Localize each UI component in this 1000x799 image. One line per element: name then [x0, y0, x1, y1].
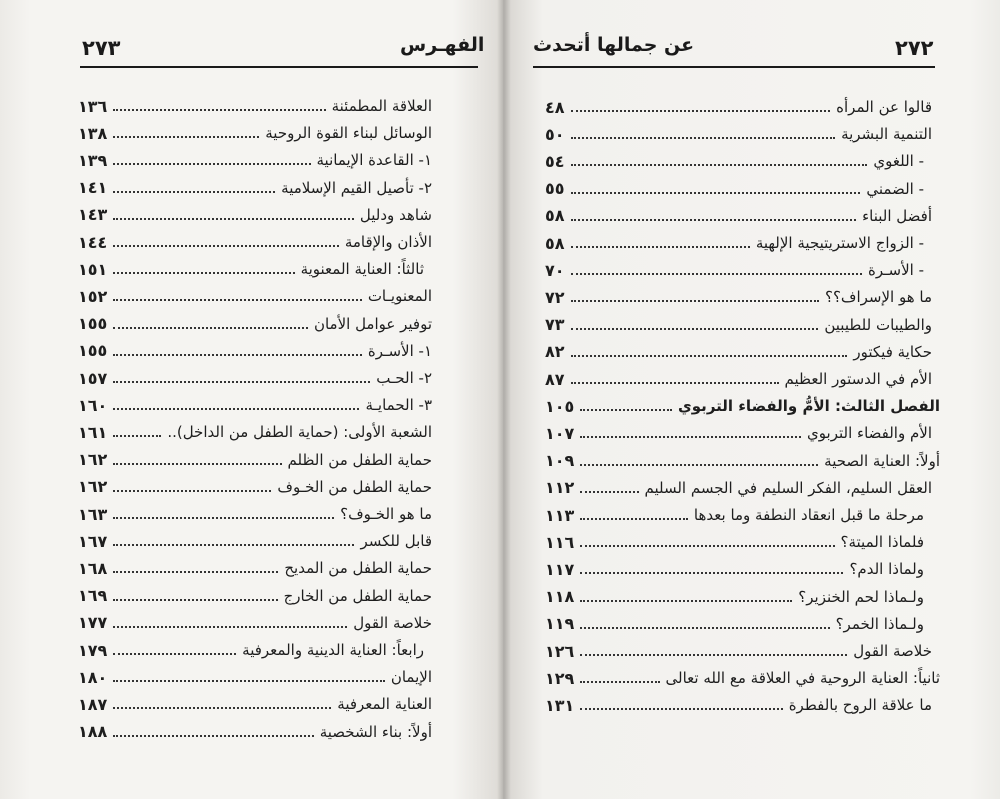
- toc-entry-title: الأم في الدستور العظيم: [784, 370, 932, 388]
- toc-entry-page: ٥٥: [545, 179, 565, 199]
- dot-leader: [113, 735, 313, 737]
- toc-entry: [78, 230, 432, 254]
- dot-leader: [580, 545, 834, 547]
- dot-leader: [113, 136, 259, 138]
- dot-leader: [113, 707, 331, 709]
- toc-entry: [545, 149, 924, 173]
- toc-entry-page: ١٠٧: [545, 423, 575, 443]
- toc-entry-page: ١٥٥: [78, 341, 108, 361]
- toc-entry-title: - الزواج الاستريتيجية الإلهية: [755, 234, 924, 252]
- toc-entry: [78, 420, 432, 444]
- toc-entry-page: ١١٢: [545, 478, 575, 498]
- toc-entry-title: التنمية البشرية: [841, 125, 932, 144]
- toc-entry-page: ١٨٨: [78, 722, 108, 742]
- toc-entry-page: ١٣١: [545, 695, 575, 715]
- toc-entry-title: ٢- تأصيل القيم الإسلامية: [281, 178, 432, 197]
- toc-entry-page: ١١٨: [545, 587, 575, 607]
- toc-entry-title: الأذان والإقامة: [344, 233, 432, 251]
- toc-entry: [78, 94, 432, 118]
- toc-entry: [545, 503, 924, 527]
- toc-entry-page: ١١٦: [545, 532, 575, 552]
- toc-entry: [545, 421, 932, 445]
- toc-entry: [78, 638, 424, 662]
- toc-entry-page: ١١٧: [545, 559, 575, 579]
- toc-entry-page: ١٢٩: [545, 668, 575, 688]
- toc-entry: [78, 584, 432, 608]
- dot-leader: [113, 327, 308, 329]
- toc-entry-title: توفير عوامل الأمان: [313, 314, 432, 333]
- toc-entry: [545, 557, 924, 581]
- dot-leader: [113, 408, 359, 410]
- dot-leader: [580, 681, 659, 683]
- toc-entry-title: حماية الطفل من الخـوف: [277, 477, 432, 496]
- toc-entry-page: ٥٠: [545, 124, 565, 144]
- dot-leader: [113, 381, 370, 383]
- toc-entry-page: ٧٣: [545, 315, 565, 335]
- toc-entry-page: ٨٢: [545, 342, 565, 362]
- toc-entry-page: ١٦٢: [78, 450, 108, 470]
- dot-leader: [571, 300, 819, 302]
- dot-leader: [580, 491, 638, 493]
- toc-entry: [78, 148, 432, 172]
- toc-entry-title: ثالثاً: العناية المعنوية: [300, 260, 424, 279]
- toc-entry-page: ١٣٩: [78, 150, 108, 170]
- toc-entry-title: العلاقة المطمئنة: [331, 97, 432, 115]
- toc-entry: [545, 258, 924, 282]
- toc-entry-title: ولـماذا الخمر؟: [835, 614, 924, 633]
- toc-entry: [78, 529, 432, 553]
- toc-entry-page: ١٢٦: [545, 641, 575, 661]
- dot-leader: [113, 163, 310, 165]
- toc-entry-page: ١٦٨: [78, 558, 108, 578]
- toc-entry: [78, 475, 432, 499]
- toc-entry: [545, 95, 932, 119]
- toc-entry-title: أولاً: العناية الصحية: [824, 451, 940, 470]
- dot-leader: [580, 409, 672, 411]
- toc-entry-page: ١٣٦: [78, 96, 108, 116]
- toc-entry: [545, 639, 932, 663]
- toc-entry-title: ٢- الحـب: [376, 369, 432, 387]
- toc-entry-title: ١- القاعدة الإيمانية: [316, 151, 432, 170]
- toc-entry: [78, 502, 432, 526]
- dot-leader: [571, 355, 848, 357]
- dot-leader: [113, 571, 278, 573]
- dot-leader: [580, 436, 801, 438]
- toc-entry-title: العقل السليم، الفكر السليم في الجسم السليم: [644, 478, 932, 497]
- toc-entry-title: حماية الطفل من المديح: [284, 559, 432, 578]
- toc-entry-title: شاهد ودليل: [359, 205, 432, 224]
- toc-entry: [78, 312, 432, 336]
- dot-leader: [580, 518, 688, 520]
- toc-entry-title: ثانياً: العناية الروحية في العلاقة مع الله تعالى: [665, 669, 940, 688]
- toc-entry: [78, 339, 432, 363]
- toc-entry-page: ١٥٥: [78, 314, 108, 334]
- dot-leader: [571, 328, 819, 330]
- dot-leader: [580, 600, 792, 602]
- toc-entry: [545, 394, 940, 418]
- toc-entry-title: خلاصة القول: [853, 642, 932, 660]
- dot-leader: [113, 299, 362, 301]
- toc-entry: [545, 666, 940, 690]
- toc-list: [503, 0, 1000, 799]
- dot-leader: [571, 137, 836, 139]
- toc-entry-page: ١١٩: [545, 614, 575, 634]
- toc-entry-title: ما هو الإسراف؟؟: [824, 288, 932, 307]
- toc-entry: [78, 176, 432, 200]
- toc-entry: [545, 231, 924, 255]
- toc-entry-title: ٣- الحمايـة: [365, 396, 432, 415]
- toc-entry-title: رابعاً: العناية الدينية والمعرفية: [242, 641, 424, 659]
- toc-entry: [545, 585, 924, 609]
- toc-entry-page: ١٧٧: [78, 613, 108, 633]
- dot-leader: [113, 354, 362, 356]
- dot-leader: [580, 654, 847, 656]
- toc-entry-title: الفصل الثالث: الأمُّ والفضاء التربوي: [678, 397, 940, 416]
- toc-entry: [78, 665, 432, 689]
- toc-entry-title: ما علاقة الروح بالفطرة: [788, 696, 932, 715]
- toc-entry: [78, 257, 424, 281]
- dot-leader: [571, 382, 779, 384]
- toc-entry-title: ١- الأسـرة: [367, 341, 432, 360]
- dot-leader: [113, 517, 334, 519]
- toc-entry-title: الإيمان: [390, 668, 432, 687]
- toc-entry: [545, 204, 932, 228]
- toc-entry: [545, 612, 924, 636]
- dot-leader: [113, 599, 277, 601]
- toc-entry-title: ما هو الخـوف؟: [340, 505, 432, 523]
- toc-entry-page: ١٣٨: [78, 123, 108, 143]
- toc-entry-page: ٨٧: [545, 369, 565, 389]
- toc-entry-page: ٥٨: [545, 233, 565, 253]
- toc-entry: [545, 530, 924, 554]
- toc-entry-page: ١١٣: [545, 505, 575, 525]
- running-header: عن جمالها أتحدث: [533, 34, 695, 56]
- toc-entry-title: الوسائل لبناء القوة الروحية: [265, 124, 432, 143]
- toc-entry-title: فلماذا الميتة؟: [840, 533, 924, 552]
- dot-leader: [113, 272, 294, 274]
- dot-leader: [113, 109, 325, 111]
- toc-entry-page: ١٤٤: [78, 232, 108, 252]
- toc-entry-title: العناية المعرفية: [337, 695, 432, 714]
- toc-entry-page: ٥٨: [545, 206, 565, 226]
- toc-entry: [545, 285, 932, 309]
- dot-leader: [580, 464, 818, 466]
- toc-entry-page: ١٥١: [78, 259, 108, 279]
- toc-entry: [545, 122, 932, 146]
- dot-leader: [113, 544, 354, 546]
- dot-leader: [571, 219, 857, 221]
- book-gutter: [497, 0, 511, 799]
- dot-leader: [571, 273, 862, 275]
- toc-entry: [78, 611, 432, 635]
- toc-entry-title: خلاصة القول: [353, 613, 432, 632]
- running-header: الفهـرس: [400, 34, 485, 56]
- dot-leader: [571, 164, 868, 166]
- toc-entry-title: المعنويـات: [367, 287, 432, 306]
- toc-entry-title: حماية الطفل من الخارج: [283, 586, 432, 605]
- dot-leader: [113, 626, 347, 628]
- dot-leader: [113, 218, 354, 220]
- toc-entry-page: ١٥٧: [78, 368, 108, 388]
- toc-entry: [78, 121, 432, 145]
- toc-entry: [78, 203, 432, 227]
- dot-leader: [113, 245, 339, 247]
- dot-leader: [113, 463, 281, 465]
- toc-entry-title: ولماذا الدم؟: [849, 560, 924, 579]
- toc-entry-title: - الضمني: [866, 179, 924, 198]
- toc-entry-title: مرحلة ما قبل انعقاد النطفة وما بعدها: [693, 506, 924, 524]
- toc-entry: [545, 367, 932, 391]
- toc-entry-title: أفضل البناء: [862, 206, 932, 225]
- toc-entry-page: ٥٤: [545, 151, 565, 171]
- toc-entry-page: ١٨٠: [78, 667, 108, 687]
- toc-entry: [78, 448, 432, 472]
- toc-entry-page: ١٤١: [78, 178, 108, 198]
- toc-entry-page: ١٦٧: [78, 531, 108, 551]
- toc-entry-page: ١٦٢: [78, 477, 108, 497]
- toc-entry-page: ١٦٣: [78, 504, 108, 524]
- toc-entry-page: ٤٨: [545, 97, 565, 117]
- toc-entry-page: ١٤٣: [78, 205, 108, 225]
- toc-entry-page: ١٦٩: [78, 586, 108, 606]
- right-page: [503, 0, 1000, 799]
- toc-entry: [78, 284, 432, 308]
- toc-entry-page: ١٨٧: [78, 694, 108, 714]
- toc-entry: [78, 692, 432, 716]
- toc-entry: [545, 449, 940, 473]
- dot-leader: [580, 708, 782, 710]
- toc-entry: [545, 177, 924, 201]
- toc-entry-page: ١٠٥: [545, 396, 575, 416]
- toc-entry-page: ١٧٩: [78, 640, 108, 660]
- toc-entry-title: أولاً: بناء الشخصية: [319, 722, 432, 741]
- page-number: ٢٧٣: [82, 36, 121, 60]
- toc-entry: [545, 693, 932, 717]
- dot-leader: [113, 680, 385, 682]
- dot-leader: [113, 653, 236, 655]
- toc-entry: [78, 556, 432, 580]
- toc-entry-title: قابل للكسر: [360, 532, 432, 551]
- toc-entry-page: ١٠٩: [545, 451, 575, 471]
- toc-entry-title: الشعبة الأولى: (حماية الطفل من الداخل)..: [167, 423, 432, 442]
- dot-leader: [113, 435, 161, 437]
- toc-entry-title: الأم والفضاء التربوي: [807, 424, 932, 443]
- toc-entry: [545, 340, 932, 364]
- page-number: ٢٧٢: [895, 36, 934, 60]
- toc-entry-title: - الأسـرة: [867, 261, 924, 280]
- toc-entry: [78, 393, 432, 417]
- toc-entry-page: ١٦٠: [78, 395, 108, 415]
- toc-entry-title: - اللغوي: [873, 152, 924, 171]
- toc-entry-page: ١٦١: [78, 422, 108, 442]
- dot-leader: [580, 572, 843, 574]
- toc-entry-title: حماية الطفل من الظلم: [287, 450, 432, 469]
- toc-entry: [78, 366, 432, 390]
- toc-entry: [545, 476, 932, 500]
- dot-leader: [571, 246, 750, 248]
- toc-entry: [78, 720, 432, 744]
- toc-entry-page: ٧٠: [545, 260, 565, 280]
- dot-leader: [571, 192, 861, 194]
- toc-entry: [545, 313, 932, 337]
- toc-entry-title: ولـماذا لحم الخنزير؟: [798, 587, 924, 606]
- dot-leader: [580, 627, 829, 629]
- toc-entry-title: قالوا عن المرأه: [836, 98, 932, 116]
- dot-leader: [113, 191, 275, 193]
- toc-entry-page: ٧٢: [545, 287, 565, 307]
- dot-leader: [571, 110, 831, 112]
- toc-entry-page: ١٥٢: [78, 286, 108, 306]
- toc-entry-title: حكاية فيكتور: [853, 342, 932, 361]
- dot-leader: [113, 490, 271, 492]
- toc-entry-title: والطيبات للطيبين: [824, 315, 932, 334]
